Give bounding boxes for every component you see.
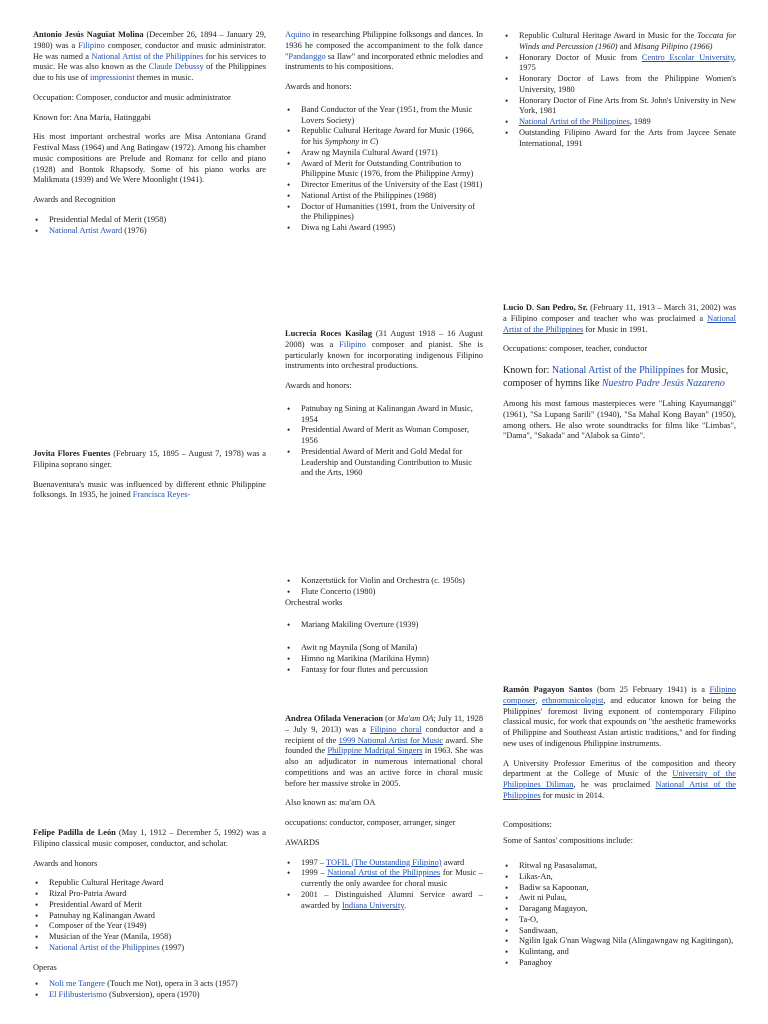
deleon-awards-list [33,878,266,953]
fuentes-intro: Jovita Flores Fuentes (February 15, 1895 – August 7, 1978) was a Filipina soprano singer. [33,449,266,469]
link-indiana-university[interactable]: Indiana University [341,900,404,910]
link-noli-me-tangere[interactable]: Noli me Tangere [49,979,106,989]
sanpedro-masterpieces: Among his most famous masterpieces were "Lahing Kayumanggi" (1961), "Sa Lupang Sarili" (1940), "Sa Mahal Kong Bayan" (1950), among others. He also wrote soundtracks for films like "Limbas", "Dama", "Sakada" and "Alabok sa Ginto". [503,399,736,441]
deleon-name: Felipe Padilla de León [33,828,116,837]
kasilag-awards-list-cont [503,31,736,149]
kasilag-intro: Lucrecia Roces Kasilag (31 August 1918 – 16 August 2008) was a Filipino composer and pianist. She is particularly known for incorporating indigenous Filipino instruments into orchestral productions. [285,329,483,371]
list-item: • Musician of the Year (Manila, 1958) [33,932,266,943]
molina-known-for: Known for: Ana Maria, Hatinggabi [33,112,151,122]
list-item: • Ta-O, [503,915,736,926]
deleon-intro: Felipe Padilla de León (May 1, 1912 – December 5, 1992) was a Filipino classical music composer, conductor, and scholar. [33,828,266,848]
buenaventura-awards-list [285,105,483,234]
kasilag-name: Lucrecia Roces Kasilag [285,329,373,338]
list-item: • Kulintang, and [503,947,736,958]
list-item: • Outstanding Filipino Award for the Arts from Jaycee Senate International, 1991 [503,128,736,150]
section-veneracion [285,714,483,920]
kasilag-awards-list [285,404,483,479]
list-item: • Director Emeritus of the University of the East (1981) [285,180,483,191]
buenaventura-cont: Aquino in researching Philippine folksongs and dances. In 1936 he composed the accompaniment to the folk dance "Pandanggo sa Ilaw" and incorporated ethnic melodies and instruments to his compositions. [285,30,483,72]
sanpedro-intro: Lucio D. San Pedro, Sr. (February 11, 1913 – March 31, 2002) was a Filipino composer and teacher who was proclaimed a National Artist of the Philippines for Music in 1991. [503,303,736,334]
link-national-artist[interactable]: National Artist of the Philippines [519,117,630,126]
list-item: • Presidential Award of Merit and Gold Medal for Leadership and Outstanding Contribution to Music and the Arts, 1960 [285,447,483,479]
kasilag-awards-heading: Awards and honors: [285,381,352,390]
link-francisca-reyes[interactable]: Francisca Reyes- [132,490,191,500]
list-item: • Ritwal ng Pasasalamat, [503,861,736,872]
list-item: • 1997 – TOFIL (The Outstanding Filipino) award [285,858,483,869]
veneracion-intro: Andrea Ofilada Veneracion (or Ma'am OA; July 11, 1928 – July 9, 2013) was a Filipino choral conductor and a recipient of the 1999 National Artist for Music award. She founded the Philippine Madrigal Singers in 1963. She was also an adjudicator in numerous international choral competitions and was an active force in choral music before her massive stroke in 2005. [285,714,484,788]
list-item: • Patnubay ng Sining at Kalinangan Award in Music, 1954 [285,404,483,426]
link-ethnomusicologist[interactable]: ethnomusicologist [542,695,604,705]
list-item: • Awit ng Maynila (Song of Manila) [285,643,483,654]
santos-compositions-intro: Some of Santos' compositions include: [503,836,633,846]
molina-works: His most important orchestral works are Misa Antoniana Grand Festival Mass (1964) and Ang Batingaw (1972). Among his chamber music compositions are Prelude and Romanz for cello and piano (1928) and Bontok Rhapsody. Some of his piano works are Malikmata (1939) and We Were Moonlight (1941). [33,132,266,185]
list-item: • Daragang Magayon, [503,904,736,915]
veneracion-name: Andrea Ofilada Veneracion [285,714,384,723]
list-item: • Republic Cultural Heritage Award in Music for the Toccata for Winds and Percussion (1960) and Misang Pilipino (1966) [503,31,736,53]
section-buenaventura [285,30,483,243]
list-item: • Awit ni Pulau, [503,893,736,904]
list-item: • Honorary Doctor of Fine Arts from St. John's University in New York, 1981 [503,96,736,118]
link-national-artist[interactable]: National Artist of the Philippines [503,313,736,334]
list-item: • Honorary Doctor of Music from Centro Escolar University, 1975 [503,53,736,75]
buenaventura-awards-heading: Awards and honors: [285,82,352,91]
section-fuentes [33,449,266,510]
veneracion-aka: Also known as: ma'am OA [285,798,376,808]
list-item: • National Artist of the Philippines, 1989 [503,117,736,128]
list-item: • Diwa ng Lahi Award (1995) [285,223,483,234]
sanpedro-occupations: Occupations: composer, teacher, conductor [503,344,648,354]
list-item: • Sandiwaan, [503,926,736,937]
list-item: • Panaghoy [503,958,736,969]
santos-professor: A University Professor Emeritus of the composition and theory department at the College of Music of the University of the Philippines Diliman, he was proclaimed National Artist of the Philippines for music in 2014. [503,758,736,800]
santos-compositions-heading: Compositions: [503,819,552,829]
list-item: • 2001 – Distinguished Alumni Service award – awarded by Indiana University. [285,890,483,912]
list-item: • Doctor of Humanities (1991, from the University of the Philippines) [285,202,483,224]
column-middle [285,0,483,1024]
column-left [33,0,266,1024]
list-item: • Badiw sa Kapoonan, [503,883,736,894]
list-item: • National Artist of the Philippines (1997) [33,943,266,954]
sanpedro-known-for: Known for: National Artist of the Philippines for Music, composer of hymns like Nuestro Padre Jesús Nazareno [503,365,729,389]
veneracion-awards-list [285,858,483,912]
list-item: • El Filibusterismo (Subversion), opera (1970) [33,990,266,1001]
list-item: • Himno ng Marikina (Marikina Hymn) [285,654,483,665]
link-tofil[interactable]: TOFIL (The Outstanding Filipino) [325,857,442,867]
section-kasilag [285,329,483,488]
link-filipino-choral[interactable]: Filipino choral [370,724,422,734]
list-item: • National Artist Award (1976) [33,226,266,237]
deleon-awards-heading: Awards and honors [33,858,98,868]
section-kasilag-cont [503,31,736,158]
santos-compositions-list [503,861,736,969]
list-item: • Likas-An, [503,872,736,883]
section-molina [33,30,266,245]
list-item: • Ngilin Igak G'nan Wagwag Nila (Alingawngaw ng Kagitingan), [503,936,736,947]
list-item: • Honorary Doctor of Laws from the Philippine Women's University, 1980 [503,74,736,96]
santos-name: Ramón Pagayon Santos [503,685,593,694]
column-right [503,0,736,1024]
list-item: • Konzertstück for Violin and Orchestra (c. 1950s) [285,576,483,587]
deleon-operas-list [33,979,266,1001]
link-national-artist[interactable]: National Artist of the Philippines [551,365,685,376]
link-national-artist-award[interactable]: National Artist Award [49,225,123,235]
list-item: • Presidential Medal of Merit (1958) [33,215,266,226]
veneracion-occupations: occupations: conductor, composer, arranger, singer [285,818,456,827]
molina-occupation: Occupation: Composer, conductor and music administrator [33,92,231,102]
list-item: • Noli me Tangere (Touch me Not), opera in 3 acts (1957) [33,979,266,990]
fuentes-name: Jovita Flores Fuentes [33,449,111,458]
section-de-leon [33,828,266,1010]
link-1999-national-artist[interactable]: 1999 National Artist for Music [338,735,444,745]
list-item: • 1999 – National Artist of the Philippines for Music – currently the only awardee for choral music [285,868,483,890]
list-item: • Mariang Makiling Overture (1939) [285,620,483,631]
sanpedro-works-list [285,576,483,598]
link-nuestro-padre[interactable]: Nuestro Padre Jesús Nazareno [601,378,725,389]
link-pandanggo[interactable]: Pandanggo [288,51,326,61]
molina-awards-heading: Awards and Recognition [33,195,116,204]
list-item: • Rizal Pro-Patria Award [33,889,266,900]
deleon-operas-heading: Operas [33,962,57,972]
link-filipino[interactable]: Filipino [78,40,105,50]
section-santos [503,685,736,978]
link-national-artist[interactable]: National Artist of the Philippines [327,868,441,878]
orchestral-works-list [285,620,483,675]
link-filipino-composer[interactable]: Filipino composer [503,685,736,705]
link-el-filibusterismo[interactable]: El Filibusterismo [49,990,107,999]
link-centro-escolar-university[interactable]: Centro Escolar University [641,52,734,62]
list-item: • Presidential Award of Merit [33,900,266,911]
orchestral-works-heading: Orchestral works [285,597,343,607]
list-item: • Band Conductor of the Year (1951, from the Music Lovers Society) [285,105,483,127]
list-item: • Patnubay ng Kalinangan Award [33,911,266,922]
molina-awards-list [33,215,266,237]
link-up-diliman[interactable]: University of the Philippines Diliman [503,769,736,789]
list-item: • Republic Cultural Heritage Award [33,878,266,889]
list-item: • Republic Cultural Heritage Award for Music (1966, for his Symphony in C) [285,126,483,148]
list-item: • Fantasy for four flutes and percussion [285,665,483,676]
link-claude-debussy[interactable]: Claude Debussy [148,62,204,72]
link-national-artist[interactable]: National Artist of the Philippines [503,780,736,800]
link-impressionist[interactable]: impressionist [90,73,135,82]
list-item: • Composer of the Year (1949) [33,921,266,932]
santos-intro: Ramón Pagayon Santos (born 25 February 1941) is a Filipino composer, ethnomusicologist, and educator known for being the Philippines' foremost living exponent of contemporary Filipino classical music, for work that expounds on "the aesthetic frameworks of Philippine and Southeast Asian artistic traditions," and for finding new uses of indigenous Philippine instruments. [503,685,737,748]
link-national-artist[interactable]: National Artist of the Philippines [91,51,204,61]
section-san-pedro [503,303,736,451]
molina-name: Antonio Jesús Naguiat Molina [33,30,144,39]
molina-intro: Antonio Jesús Naguiat Molina (December 26, 1894 – January 29, 1980) was a Filipino composer, conductor and music administrator. He was named a National Artist of the Philippines for his services to music. He was also known as the Claude Debussy of the Philippines due to his use of impressionist themes in music. [33,30,267,82]
list-item: • Award of Merit for Outstanding Contribution to Philippine Music (1976, from the Philippine Army) [285,159,483,181]
section-sanpedro-works [285,576,483,684]
list-item: • Araw ng Maynila Cultural Award (1971) [285,148,483,159]
sanpedro-name: Lucio D. San Pedro, Sr. [503,303,588,312]
link-national-artist[interactable]: National Artist of the Philippines [49,942,160,952]
list-item: • Presidential Award of Merit as Woman Composer, 1956 [285,425,483,447]
link-philippine-madrigal-singers[interactable]: Philippine Madrigal Singers [327,746,423,756]
buenaventura-start: Buenaventura's music was influenced by different ethnic Philippine folksongs. In 1935, he joined Francisca Reyes- [33,479,266,500]
veneracion-awards-heading: AWARDS [285,837,320,847]
list-item: • Flute Concerto (1980) [285,587,483,598]
link-aquino[interactable]: Aquino [285,30,311,39]
list-item: • National Artist of the Philippines (1988) [285,191,483,202]
link-filipino[interactable]: Filipino [339,339,366,349]
